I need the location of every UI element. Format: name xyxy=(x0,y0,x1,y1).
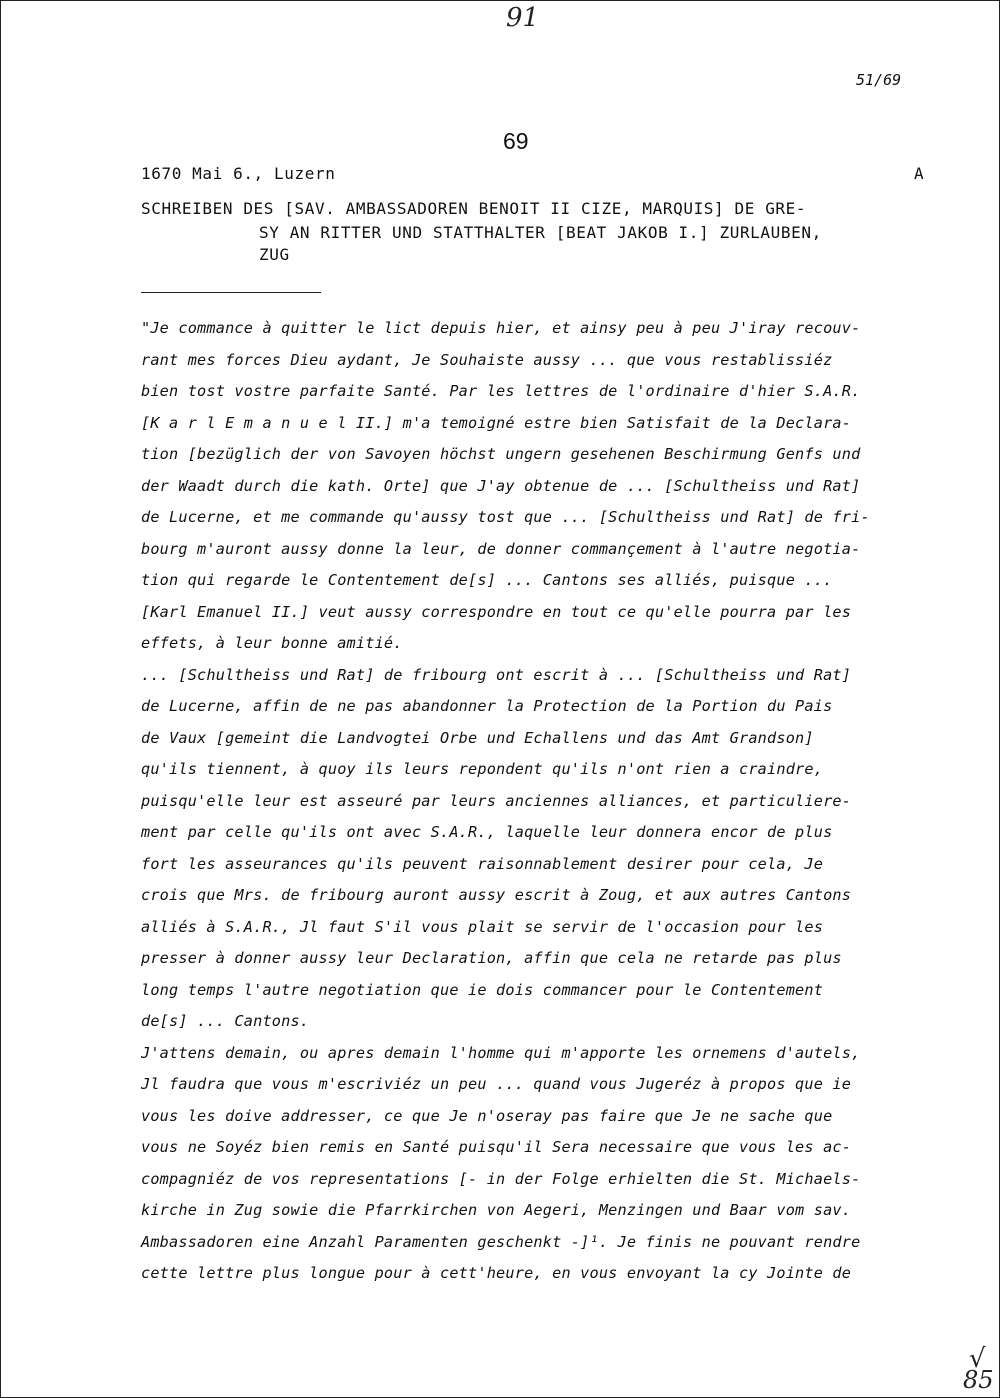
body-line: vous ne Soyéz bien remis en Santé puisqu'il Sera necessaire que vous les ac- xyxy=(141,1138,852,1156)
body-line: der Waadt durch die kath. Orte] que J'ay obtenue de ... [Schultheiss und Rat] xyxy=(141,476,861,495)
body-line: de Lucerne, et me commande qu'aussy tost que ... [Schultheiss und Rat] de fri- xyxy=(141,508,870,526)
body-line: qu'ils tiennent, à quoy ils leurs repondent qu'ils n'ont rien a craindre, xyxy=(141,760,824,778)
body-line: ment par celle qu'ils ont avec S.A.R., laquelle leur donnera encor de plus xyxy=(141,823,833,841)
handwritten-archive-number: 91 xyxy=(506,3,540,33)
body-line: vous les doive addresser, ce que Je n'oseray pas faire que Je ne sache que xyxy=(141,1106,833,1125)
body-line: bien tost vostre parfaite Santé. Par les lettres de l'ordinaire d'hier S.A.R. xyxy=(141,382,861,400)
heading-line-3: ZUG xyxy=(259,245,290,264)
body-line: Jl faudra que vous m'escriviéz un peu ... quand vous Jugeréz à propos que ie xyxy=(141,1075,852,1093)
body-line: Ambassadoren eine Anzahl Paramenten geschenkt -]¹. Je finis ne pouvant rendre xyxy=(141,1232,861,1251)
body-line: de Vaux [gemeint die Landvogtei Orbe und Echallens und das Amt Grandson] xyxy=(141,728,814,747)
body-line: ... [Schultheiss und Rat] de fribourg ont escrit à ... [Schultheiss und Rat] xyxy=(141,665,852,684)
body-line: puisqu'elle leur est asseuré par leurs anciennes alliances, et particuliere- xyxy=(141,791,852,810)
folio-number: 51/69 xyxy=(856,71,902,89)
letter-code: A xyxy=(914,164,925,183)
body-line: effets, à leur bonne amitié. xyxy=(141,634,403,652)
dateline: 1670 Mai 6., Luzern xyxy=(141,164,336,183)
body-line: de[s] ... Cantons. xyxy=(141,1012,310,1030)
separator-rule xyxy=(141,292,321,293)
body-line: rant mes forces Dieu aydant, Je Souhaiste aussy ... que vous restablissiéz xyxy=(141,350,833,369)
body-line: alliés à S.A.R., Jl faut S'il vous plait se servir de l'occasion pour les xyxy=(141,917,824,936)
document-number: 69 xyxy=(503,128,529,154)
body-line: J'attens demain, ou apres demain l'homme qui m'apporte les ornemens d'autels, xyxy=(141,1043,861,1062)
handwritten-check-mark: √ xyxy=(969,1344,986,1374)
handwritten-page-number: 85 xyxy=(963,1366,994,1394)
body-line: cette lettre plus longue pour à cett'heure, en vous envoyant la cy Jointe de xyxy=(141,1264,852,1282)
body-line: crois que Mrs. de fribourg auront aussy escrit à Zoug, et aux autres Cantons xyxy=(141,886,852,904)
heading-line-2: SY AN RITTER UND STATTHALTER [BEAT JAKOB I.] ZURLAUBEN, xyxy=(259,223,822,242)
body-line: fort les asseurances qu'ils peuvent raisonnablement desirer pour cela, Je xyxy=(141,854,824,873)
letter-body xyxy=(141,313,921,1290)
heading-line-1: SCHREIBEN DES [SAV. AMBASSADOREN BENOIT II CIZE, MARQUIS] DE GRE- xyxy=(141,199,807,218)
body-line: de Lucerne, affin de ne pas abandonner la Protection de la Portion du Pais xyxy=(141,697,833,715)
body-line: "Je commance à quitter le lict depuis hier, et ainsy peu à peu J'iray recouv- xyxy=(141,319,861,337)
body-line: bourg m'auront aussy donne la leur, de donner commançement à l'autre negotia- xyxy=(141,539,861,558)
body-line: compagniéz de vos representations [- in der Folge erhielten die St. Michaels- xyxy=(141,1169,861,1188)
body-line: tion qui regarde le Contentement de[s] ... Cantons ses alliés, puisque ... xyxy=(141,571,833,589)
body-line: kirche in Zug sowie die Pfarrkirchen von Aegeri, Menzingen und Baar vom sav. xyxy=(141,1201,852,1219)
body-line: long temps l'autre negotiation que ie dois commancer pour le Contentement xyxy=(141,980,824,999)
body-line: [Karl Emanuel II.] veut aussy correspondre en tout ce qu'elle pourra par les xyxy=(141,602,852,621)
body-line: tion [bezüglich der von Savoyen höchst ungern gesehenen Beschirmung Genfs und xyxy=(141,445,861,463)
body-line: [K a r l E m a n u e l II.] m'a temoigné estre bien Satisfait de la Declara- xyxy=(141,413,852,432)
body-line: presser à donner aussy leur Declaration, affin que cela ne retarde pas plus xyxy=(141,949,842,967)
